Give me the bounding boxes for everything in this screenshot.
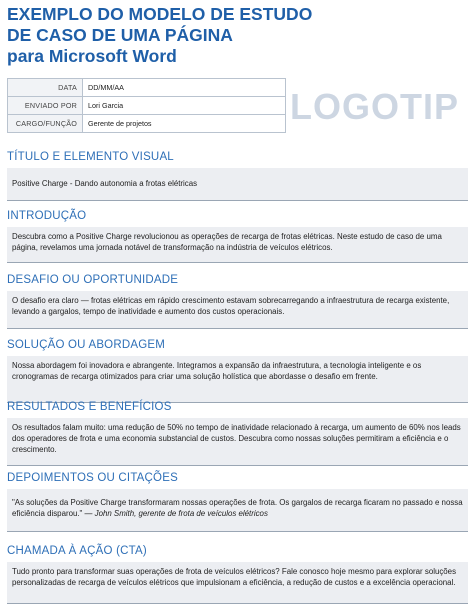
section-heading: TÍTULO E ELEMENTO VISUAL xyxy=(7,151,174,163)
metadata-row-date xyxy=(8,79,286,97)
metadata-label: DATA xyxy=(8,79,83,97)
metadata-value[interactable]: Lori Garcia xyxy=(83,97,286,115)
section-text-box[interactable]: Descubra como a Positive Charge revolucionou as operações de recarga de frotas elétricas. Neste estudo de caso de uma página, revelamos uma jornada notável de transformação na indústria de veículos elétricos. xyxy=(7,227,468,263)
section-call-to-action xyxy=(7,544,468,604)
section-testimonials xyxy=(7,471,468,532)
testimonial-quote: "As soluções da Positive Charge transformaram nossas operações de frota. Os gargalos de recarga ficaram no passado e nossa eficiência disparou." xyxy=(12,498,463,518)
metadata-row-sender xyxy=(8,97,286,115)
section-heading: RESULTADOS E BENEFÍCIOS xyxy=(7,401,172,413)
section-text-box[interactable]: Tudo pronto para transformar suas operações de frota de veículos elétricos? Fale conosco hoje mesmo para explorar soluções personalizadas de recarga de veículos elétricos que impulsionam a eficiência, a redução de custos e a excelência operacional. xyxy=(7,562,468,604)
title-line-2: DE CASO DE UMA PÁGINA xyxy=(7,25,233,45)
section-title-visual xyxy=(7,150,468,201)
section-text-box[interactable]: Positive Charge - Dando autonomia a frotas elétricas xyxy=(7,168,468,201)
section-text-box[interactable]: Os resultados falam muito: uma redução de 50% no tempo de inatividade relacionado à recarga, um aumento de 60% nos leads dos operadores de frota e uma economia substancial de custos. Descubra como nossas soluções permitiram a eficiência e o crescimento. xyxy=(7,418,468,466)
section-heading: DEPOIMENTOS OU CITAÇÕES xyxy=(7,472,178,484)
logo-placeholder: LOGOTIP xyxy=(290,86,459,127)
metadata-table xyxy=(7,78,286,133)
metadata-value[interactable]: DD/MM/AA xyxy=(83,79,286,97)
section-solution xyxy=(7,338,468,403)
section-results xyxy=(7,400,468,466)
metadata-label: ENVIADO POR xyxy=(8,97,83,115)
metadata-value[interactable]: Gerente de projetos xyxy=(83,115,286,133)
section-heading: INTRODUÇÃO xyxy=(7,210,87,222)
section-introduction xyxy=(7,209,468,263)
document-title xyxy=(7,4,313,67)
title-line-1: EXEMPLO DO MODELO DE ESTUDO xyxy=(7,4,313,24)
title-line-3: para Microsoft Word xyxy=(7,46,177,66)
section-text-box[interactable]: Nossa abordagem foi inovadora e abrangente. Integramos a expansão da infraestrutura, a tecnologia inteligente e os cronogramas de recarga otimizados para criar uma solução holística que abordasse o desafio em frente. xyxy=(7,356,468,403)
metadata-row-role xyxy=(8,115,286,133)
testimonial-author: — John Smith, gerente de frota de veículos elétricos xyxy=(82,509,268,518)
section-text-box[interactable] xyxy=(7,489,468,532)
section-heading: SOLUÇÃO OU ABORDAGEM xyxy=(7,339,166,351)
section-heading: DESAFIO OU OPORTUNIDADE xyxy=(7,274,179,286)
section-text-box[interactable]: O desafio era claro — frotas elétricas em rápido crescimento estavam sobrecarregando a infraestrutura de recarga existente, levando a gargalos, tempo de inatividade e aumento dos custos operacionais. xyxy=(7,291,468,329)
section-challenge xyxy=(7,273,468,329)
metadata-label: CARGO/FUNÇÃO xyxy=(8,115,83,133)
section-heading: CHAMADA À AÇÃO (CTA) xyxy=(7,545,147,557)
